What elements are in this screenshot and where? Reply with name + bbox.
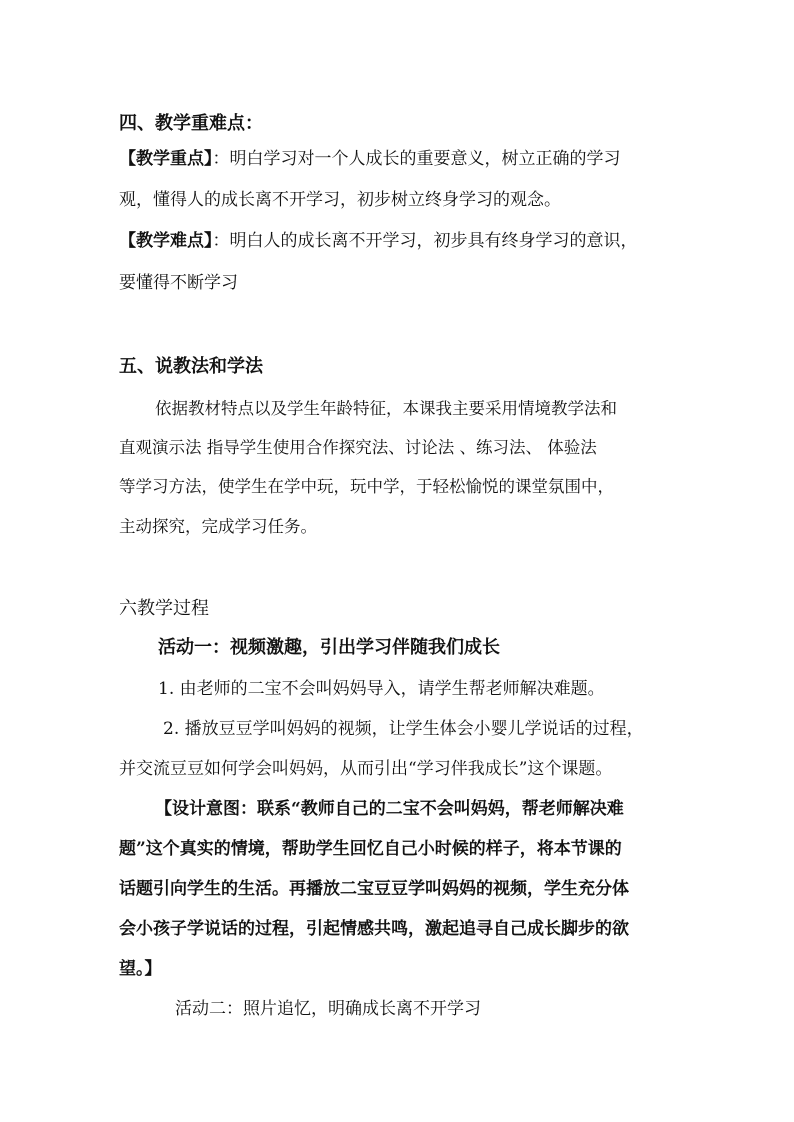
- design-intent-line-2: 题”这个真实的情境，帮助学生回忆自己小时候的样子，将本节课的: [119, 839, 622, 859]
- design-intent-line-4: 会小孩子学说话的过程，引起情感共鸣，激起追寻自己成长脚步的欲: [119, 919, 629, 939]
- activity-2-title: 活动二：照片追忆，明确成长离不开学习: [175, 999, 481, 1019]
- section-5-heading: 五、说教法和学法: [119, 356, 263, 377]
- design-intent-line-1: 【设计意图：联系“教师自己的二宝不会叫妈妈，帮老师解决难: [155, 799, 624, 819]
- key-point-text-1: ：明白学习对一个人成长的重要意义，树立正确的学习: [212, 149, 621, 168]
- design-intent-line-5: 望。】: [119, 959, 162, 979]
- method-para-line-2: 直观演示法 指导学生使用合作探究法、讨论法 、练习法、 体验法: [119, 438, 597, 457]
- section-6-heading: 六教学过程: [119, 598, 209, 619]
- activity-1-title: 活动一：视频激趣，引出学习伴随我们成长: [158, 637, 500, 658]
- key-point-line-1: [119, 147, 621, 171]
- method-para-line-3: 等学习方法，使学生在学中玩，玩中学，于轻松愉悦的课堂氛围中，: [119, 477, 614, 496]
- difficult-point-label: 【教学难点】: [119, 231, 213, 250]
- method-para-line-1: 依据教材特点以及学生年龄特征，本课我主要采用情境教学法和: [155, 399, 617, 418]
- section-4-heading: 四、教学重难点：: [119, 113, 263, 134]
- design-intent-line-3: 话题引向学生的生活。再播放二宝豆豆学叫妈妈的视频，学生充分体: [119, 879, 629, 899]
- activity-1-step-2-line-1: 2. 播放豆豆学叫妈妈的视频，让学生体会小婴儿学说话的过程，: [163, 719, 644, 739]
- difficult-point-line-2: 要懂得不断学习: [119, 273, 238, 292]
- key-point-label: 【教学重点】: [119, 149, 213, 168]
- difficult-point-text-1: ：明白人的成长离不开学习，初步具有终身学习的意识，: [212, 231, 638, 250]
- difficult-point-line-1: [119, 229, 638, 253]
- activity-1-step-2-line-2: 并交流豆豆如何学会叫妈妈，从而引出“学习伴我成长”这个课题。: [119, 759, 613, 779]
- key-point-line-2: 观，懂得人的成长离不开学习，初步树立终身学习的观念。: [119, 190, 561, 209]
- method-para-line-4: 主动探究，完成学习任务。: [119, 517, 317, 536]
- activity-1-step-1: 1. 由老师的二宝不会叫妈妈导入，请学生帮老师解决难题。: [158, 679, 605, 699]
